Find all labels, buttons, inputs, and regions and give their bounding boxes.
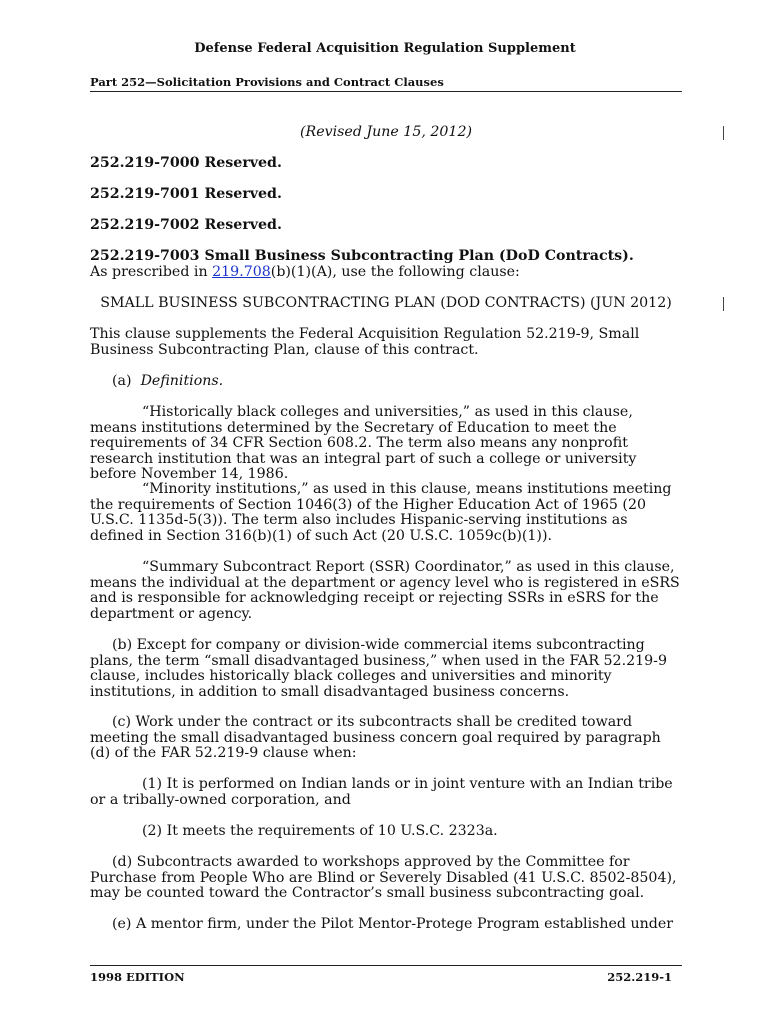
- footer-edition: 1998 EDITION: [90, 970, 185, 984]
- prescription-line: [90, 265, 682, 281]
- section-219-708-link[interactable]: 219.708: [212, 264, 271, 280]
- header-rule: [90, 91, 682, 92]
- paragraph-c2: (2) It meets the requirements of 10 U.S.C. 2323a.: [142, 823, 498, 839]
- prescription-suffix: (b)(1)(A), use the following clause:: [270, 264, 520, 280]
- definition-ssr-coordinator: “Summary Subcontract Report (SSR) Coordinator,” as used in this clause, means the individual at the department or agency level who is registered in eSRS and is responsible for acknowledging receipt or rejecting SSRs in eSRS for the department or agency.: [90, 559, 680, 622]
- definitions-label: (a): [112, 373, 132, 389]
- running-header-title: Defense Federal Acquisition Regulation Supplement: [194, 41, 576, 56]
- section-heading: 252.219-7003 Small Business Subcontracting Plan (DoD Contracts).: [90, 248, 634, 264]
- change-bar: [723, 297, 724, 311]
- footer-page-number: 252.219-1: [607, 970, 672, 984]
- prescription-prefix: As prescribed in: [90, 264, 213, 280]
- paragraph-d: (d) Subcontracts awarded to workshops approved by the Committee for Purchase from People Who are Blind or Severely Disabled (41 U.S.C. 8502-8504), may be counted toward the Contractor’s small business subcontracting goal.: [90, 854, 677, 902]
- paragraph-c1: (1) It is performed on Indian lands or in joint venture with an Indian tribe or a tribally-owned corporation, and: [90, 776, 673, 808]
- reserved-item: 252.219-7000 Reserved.: [90, 155, 282, 171]
- definition-minority-institutions: “Minority institutions,” as used in this clause, means institutions meeting the requirements of Section 1046(3) of the Higher Education Act of 1965 (20 U.S.C. 1135d-5(3)). The term also includes Hispanic-serving institutions as defined in Section 316(b)(1) of such Act (20 U.S.C. 1059c(b)(1)).: [90, 481, 672, 544]
- reserved-item: 252.219-7002 Reserved.: [90, 217, 282, 233]
- clause-title: SMALL BUSINESS SUBCONTRACTING PLAN (DOD CONTRACTS) (JUN 2012): [100, 295, 672, 311]
- change-bar: [723, 126, 724, 140]
- definitions-title: Definitions.: [140, 373, 224, 389]
- paragraph-b: (b) Except for company or division-wide commercial items subcontracting plans, the term “small disadvantaged business,” when used in the FAR 52.219-9 clause, includes historically black colleges and universities and minority institutions, in addition to small disadvantaged business concerns.: [90, 637, 667, 700]
- running-header-part: Part 252—Solicitation Provisions and Contract Clauses: [90, 75, 444, 89]
- footer-rule: [90, 965, 682, 966]
- clause-intro: This clause supplements the Federal Acquisition Regulation 52.219-9, Small Business Subcontracting Plan, clause of this contract.: [90, 326, 640, 358]
- definitions-heading: [90, 374, 682, 390]
- revision-date: (Revised June 15, 2012): [299, 124, 473, 140]
- paragraph-c: (c) Work under the contract or its subcontracts shall be credited toward meeting the small disadvantaged business concern goal required by paragraph (d) of the FAR 52.219-9 clause when:: [90, 714, 661, 762]
- paragraph-e: (e) A mentor firm, under the Pilot Mentor-Protege Program established under: [112, 916, 674, 932]
- definition-hbcu: “Historically black colleges and universities,” as used in this clause, means institutions determined by the Secretary of Education to meet the requirements of 34 CFR Section 608.2. The term also means any nonprofit research institution that was an integral part of such a college or university before November 14, 1986.: [90, 404, 637, 483]
- reserved-item: 252.219-7001 Reserved.: [90, 186, 282, 202]
